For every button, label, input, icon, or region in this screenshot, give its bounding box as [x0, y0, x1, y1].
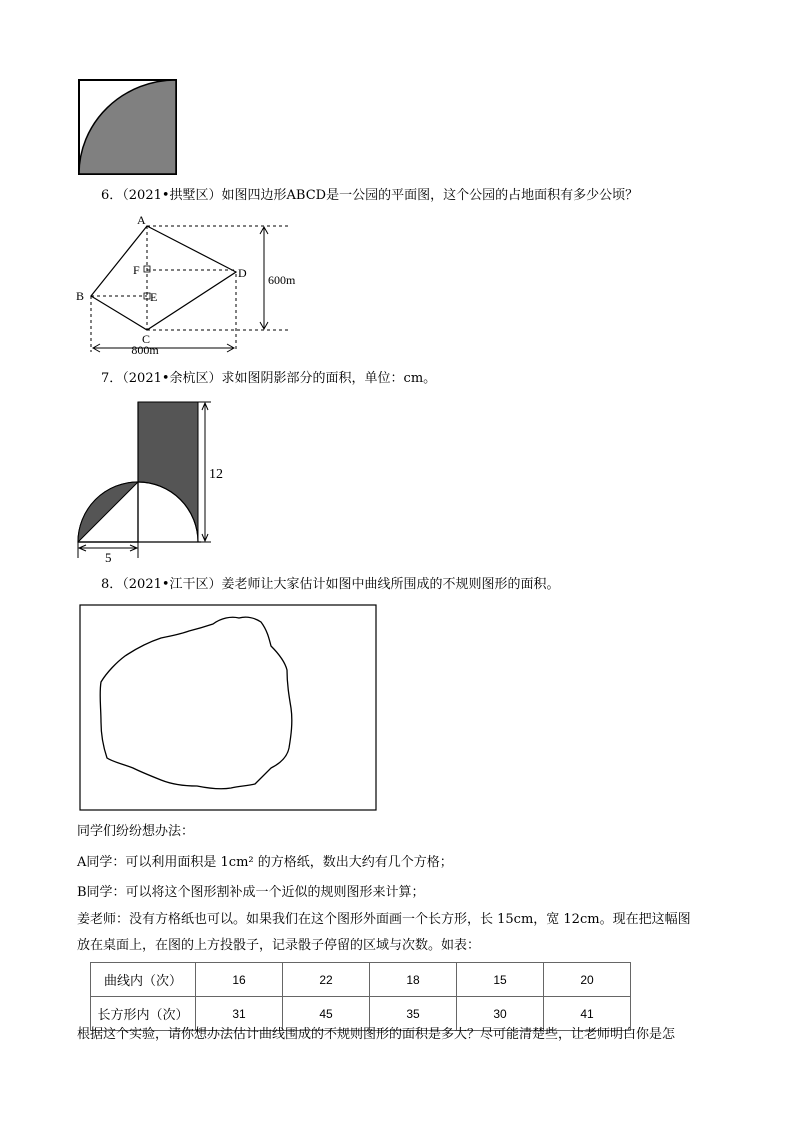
irregular-shape-figure — [79, 604, 379, 812]
body-line-2: A同学：可以利用面积是 1cm² 的方格纸，数出大约有几个方格； — [77, 855, 453, 870]
question-8-text: 姜老师让大家估计如图中曲线所围成的不规则图形的面积。 — [221, 577, 560, 592]
label-d: D — [238, 266, 247, 280]
table-row — [91, 963, 631, 997]
label-b: B — [76, 289, 85, 303]
question-6-number: 6． — [101, 188, 123, 203]
table-cell: 31 — [196, 997, 283, 1031]
table-cell: 22 — [283, 963, 370, 997]
question-7-number: 7． — [101, 371, 123, 386]
question-8-number: 8． — [101, 577, 123, 592]
body-line-6: 根据这个实验，请你想办法估计曲线围成的不规则图形的面积是多大？尽可能清楚些，让老师明白你是怎 — [77, 1027, 676, 1042]
table-cell: 41 — [544, 997, 631, 1031]
question-6-source: （2021•拱墅区） — [122, 188, 222, 203]
table-cell: 20 — [544, 963, 631, 997]
label-12: 12 — [209, 467, 223, 482]
table-cell: 45 — [283, 997, 370, 1031]
table-cell: 18 — [370, 963, 457, 997]
quadrilateral-figure — [70, 210, 300, 360]
label-800m: 800m — [131, 343, 159, 357]
question-8-source: （2021•江干区） — [122, 577, 222, 592]
label-5: 5 — [105, 550, 112, 565]
outer-rectangle — [80, 605, 376, 810]
table-cell: 35 — [370, 997, 457, 1031]
shaded-rectangle-region — [138, 402, 198, 542]
label-600m: 600m — [268, 273, 296, 287]
label-c: C — [142, 332, 151, 346]
question-6 — [101, 186, 638, 206]
shaded-area-figure — [75, 398, 225, 566]
body-line-3: B同学：可以将这个图形割补成一个近似的规则图形来计算； — [77, 885, 425, 900]
row-header: 长方形内（次） — [91, 997, 196, 1031]
quarter-circle-figure — [77, 78, 179, 176]
question-7 — [101, 369, 436, 389]
experiment-table — [90, 962, 631, 1031]
body-line-1: 同学们纷纷想办法： — [77, 824, 195, 839]
question-7-source: （2021•余杭区） — [122, 371, 222, 386]
table-cell: 16 — [196, 963, 283, 997]
body-line-4: 姜老师：没有方格纸也可以。如果我们在这个图形外面画一个长方形，长 15cm，宽 12cm。现在把这幅图 — [77, 912, 691, 927]
question-6-text: 如图四边形ABCD是一公园的平面图，这个公园的占地面积有多少公顷？ — [221, 188, 639, 203]
shaded-segment — [78, 482, 138, 542]
label-e: E — [150, 290, 158, 304]
table-cell: 15 — [457, 963, 544, 997]
label-f: F — [133, 263, 140, 277]
row-header: 曲线内（次） — [91, 963, 196, 997]
table-cell: 30 — [457, 997, 544, 1031]
question-8 — [101, 575, 560, 595]
quadrilateral-abcd — [91, 226, 236, 330]
label-a: A — [137, 213, 146, 227]
body-line-5: 放在桌面上，在图的上方投骰子，记录骰子停留的区域与次数。如表： — [77, 938, 481, 953]
question-7-text: 求如图阴影部分的面积，单位：cm。 — [221, 371, 437, 386]
